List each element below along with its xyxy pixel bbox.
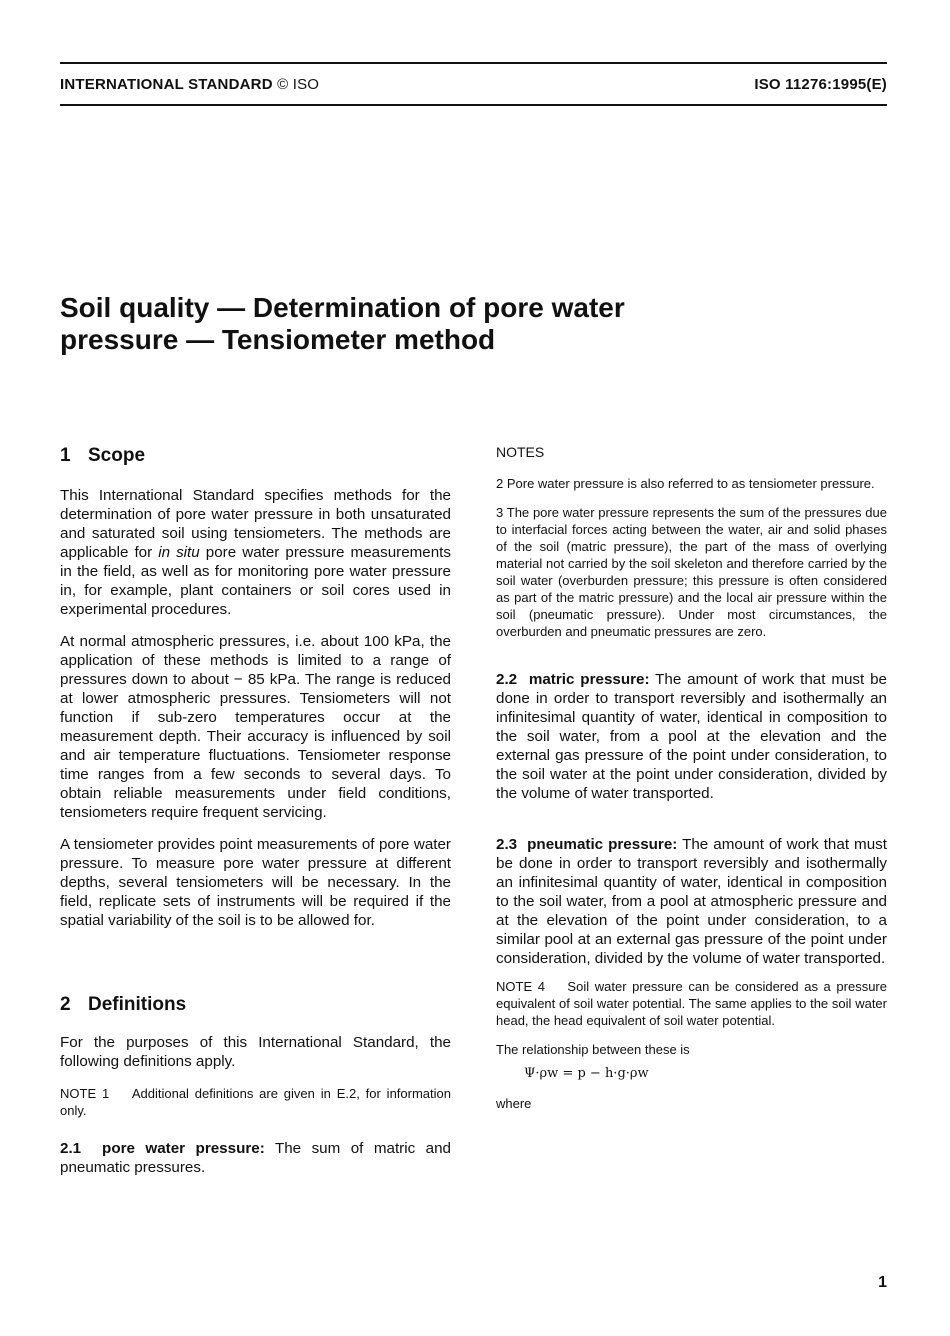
note-1: NOTE 1 Additional definitions are given in E.2, for information only. [60,1086,455,1118]
definition-2-1-number: 2.1 [60,1140,82,1157]
section-1-title: Scope [88,445,146,466]
header-document-id: ISO 11276:1995(E) [754,76,887,93]
definition-2-1-term: pore water pressure: [102,1140,265,1157]
definition-2-1 [60,1139,451,1177]
pressure-formula: Ψ·ρw = p − h·g·ρw [524,1066,649,1081]
definition-2-3-number: 2.3 [496,836,518,853]
scope-paragraph-3: A tensiometer provides point measurements of pore water pressure. To measure pore water pressure at different depths, several tensiometers will be necessary. In the field, replicate sets of instruments will be required if the spatial variability of the soil is to be allowed for. [60,836,451,929]
title-line-1: Soil quality — Determination of pore water [60,292,625,323]
definition-2-2-text: The amount of work that must be done in order to transport reversibly and isothermally an infinitesimal quantity of water, identical in composition to the soil water, from a pool at the elevation and the external gas pressure of the point under consideration, to the soil water at the point under consideration, divided by the volume of water transported. [496,671,887,802]
page-number: 1 [878,1274,887,1291]
scope-p1-part-a: This International Standard specifies methods for the determination of pore water pressure in both unsaturated and saturated soil using tensiometers. The methods are applicable for [60,487,451,561]
document-title [60,292,760,356]
section-2-heading [60,993,451,1017]
section-2-title: Definitions [88,994,187,1015]
scope-paragraph-2: At normal atmospheric pressures, i.e. about 100 kPa, the application of these methods is limited to a range of pressures down to about − 85 kPa. The range is reduced at lower atmospheric pressures. Tensiometers will not function if sub-zero temperatures occur at the measurement depth. Their accuracy is influenced by soil and air temperature fluctuations. Tensiometer response time ranges from a few seconds to several days. To obtain reliable measurements under field conditions, tensiometers require frequent servicing. [60,633,451,821]
definition-2-3-text: The amount of work that must be done in order to transport reversibly and isothermally an infinitesimal quantity of water, identical in composition to the soil water, from a pool at atmospheric pressure and at the elevation of the point under consideration, to a similar pool at an external gas pressure of the point under consideration, divided by the volume of water transported. [496,836,887,967]
definition-2-2-number: 2.2 [496,671,518,688]
section-1-heading [60,444,451,468]
relationship-text: The relationship between these is [496,1042,690,1057]
section-2-number: 2 [60,994,71,1015]
header-top-rule [60,62,887,64]
note-4: NOTE 4 Soil water pressure can be considered as a pressure equivalent of soil water potential. The same applies to the soil water head, the head equivalent of soil water potential. [496,979,891,1028]
scope-p1-italic: in situ [158,544,200,561]
header-standard-label: INTERNATIONAL STANDARD [60,76,273,93]
note-3: 3 The pore water pressure represents the sum of the pressures due to interfacial forces acting between the water, air and solid phases of the soil (matric pressure), the part of the mass of overlying material not carried by the soil skeleton and therefore carried by the soil water (overburden pressure; this pressure is often considered as part of the matric pressure) and the local air pressure within the soil (pneumatic pressure). Under most circumstances, the overburden and pneumatic pressures are zero. [496,505,887,639]
header-bottom-rule [60,104,887,106]
title-line-2: pressure — Tensiometer method [60,324,496,355]
definition-2-3-term: pneumatic pressure: [527,836,678,853]
definition-2-3 [496,835,887,968]
left-column [60,444,455,1177]
definition-2-1-text: The sum of matric and pneumatic pressures. [60,1140,451,1176]
definition-2-2-term: matric pressure: [528,671,650,688]
scope-paragraph-1 [60,486,451,619]
note-2: 2 Pore water pressure is also referred to as tensiometer pressure. [496,476,875,491]
right-column [496,444,891,1112]
header-left [60,76,319,93]
definitions-intro: For the purposes of this International Standard, the following definitions apply. [60,1034,451,1070]
where-text: where [496,1096,532,1111]
definition-2-2 [496,670,887,803]
notes-label: NOTES [496,444,545,460]
header-copyright: © ISO [277,76,320,93]
scope-p1-part-b: pore water pressure measurements in the field, as well as for monitoring pore water pressure in, for example, plant containers or soil cores used in experimental procedures. [60,544,451,618]
section-1-number: 1 [60,445,71,466]
